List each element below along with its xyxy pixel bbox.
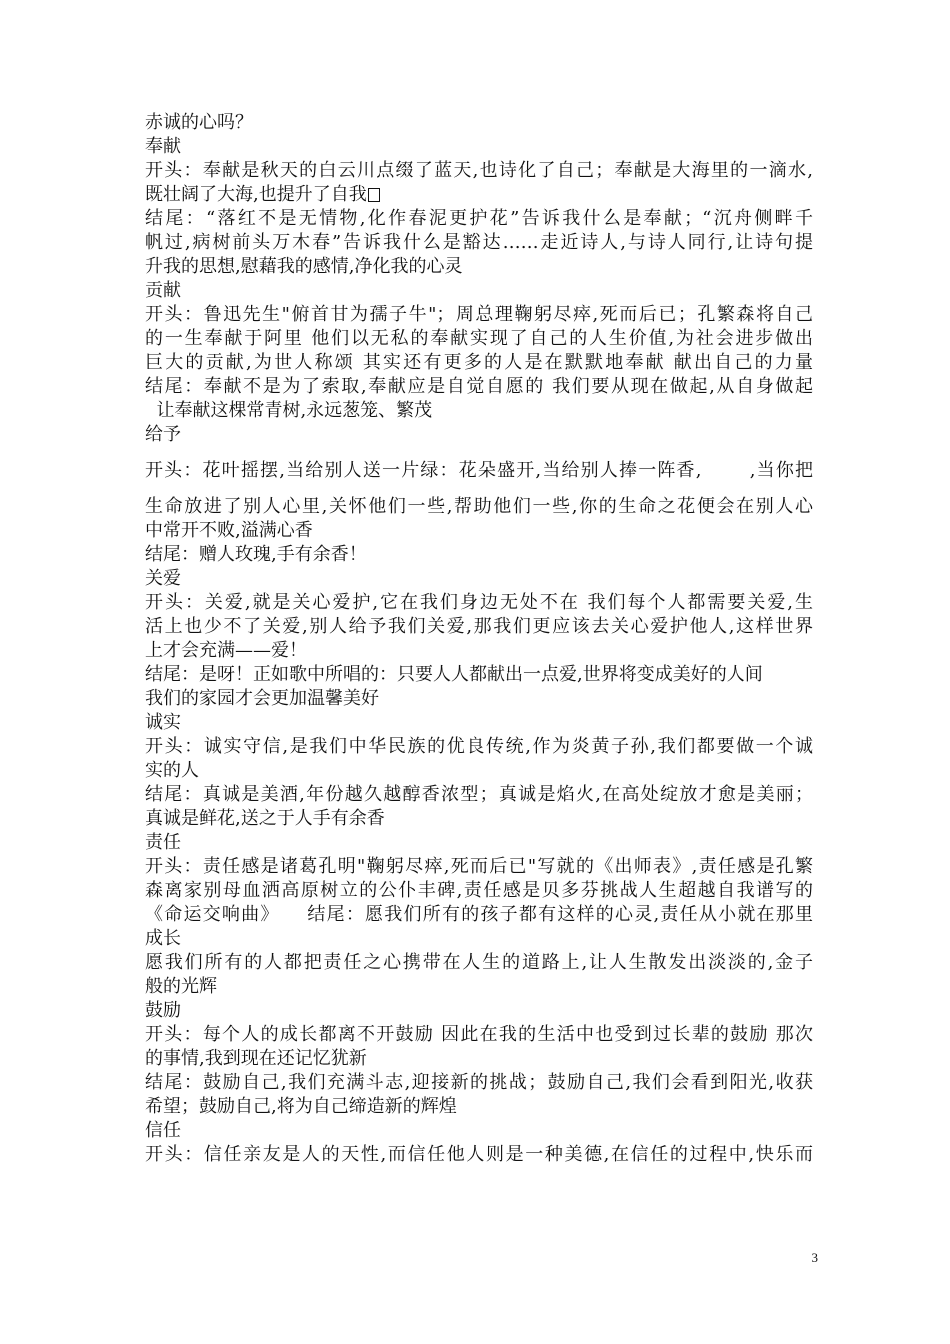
text-line: 希望；鼓励自己,将为自己缔造新的辉煌 xyxy=(145,1096,457,1117)
section-heading: 鼓励 xyxy=(145,1000,181,1021)
text-line: 赤诚的心吗？ xyxy=(145,112,253,133)
text-line: 开头：每个人的成长都离不开鼓励 因此在我的生活中也受到过长辈的鼓励 那次 xyxy=(145,1024,813,1045)
text-line: 结尾：奉献不是为了索取,奉献应是自觉自愿的 我们要从现在做起,从自身做起 xyxy=(145,376,813,397)
text-line: 帆过,病树前头万木春”告诉我什么是豁达……走近诗人,与诗人同行,让诗句提 xyxy=(145,232,813,253)
text-line: 结尾：是呀！正如歌中所唱的：只要人人都献出一点爱,世界将变成美好的人间 xyxy=(145,664,763,685)
text-line: 开头：诚实守信,是我们中华民族的优良传统,作为炎黄子孙,我们都要做一个诚 xyxy=(145,736,813,757)
text-line: 实的人 xyxy=(145,760,199,781)
text-line: 开头：鲁迅先生"俯首甘为孺子牛"；周总理鞠躬尽瘁,死而后已；孔繁森将自己 xyxy=(145,304,813,325)
text-line: 结尾：真诚是美酒,年份越久越醇香浓型；真诚是焰火,在高处绽放才愈是美丽； xyxy=(145,784,813,805)
text-line: 开头：花叶摇摆,当给别人送一片绿：花朵盛开,当给别人捧一阵香, ,当你把 xyxy=(145,460,813,481)
document-body xyxy=(145,111,813,1167)
text-line: 让奉献这棵常青树,永远葱笼、繁茂 xyxy=(145,400,433,421)
section-heading: 信任 xyxy=(145,1120,181,1141)
text-line: 般的光辉 xyxy=(145,976,217,997)
text-line: 愿我们所有的人都把责任之心携带在人生的道路上,让人生散发出淡淡的,金子 xyxy=(145,952,813,973)
text-line: 开头：信任亲友是人的天性,而信任他人则是一种美德,在信任的过程中,快乐而 xyxy=(145,1144,813,1165)
text-line: 活上也少不了关爱,别人给予我们关爱,那我们更应该去关心爱护他人,这样世界 xyxy=(145,616,813,637)
section-heading: 贡献 xyxy=(145,280,181,301)
text-line: 开头：关爱,就是关心爱护,它在我们身边无处不在 我们每个人都需要关爱,生 xyxy=(145,592,813,613)
text-line: 上才会充满——爱！ xyxy=(145,640,307,661)
section-heading: 奉献 xyxy=(145,136,181,157)
text-line: 巨大的贡献,为世人称颂 其实还有更多的人是在默默地奉献 献出自己的力量 xyxy=(145,352,813,373)
text-line: 结尾：“落红不是无情物,化作春泥更护花”告诉我什么是奉献；“沉舟侧畔千 xyxy=(145,208,813,229)
text-line: 森离家别母血洒高原树立的公仆丰碑,责任感是贝多芬挑战人生超越自我谱写的 xyxy=(145,880,813,901)
text-line: 结尾：赠人玫瑰,手有余香！ xyxy=(145,544,367,565)
text-line: 升我的思想,慰藉我的感情,净化我的心灵 xyxy=(145,256,463,277)
text-line: 的事情,我到现在还记忆犹新 xyxy=(145,1048,367,1069)
text-line: 我们的家园才会更加温馨美好 xyxy=(145,688,379,709)
text-line: 生命放进了别人心里,关怀他们一些,帮助他们一些,你的生命之花便会在别人心 xyxy=(145,496,813,517)
text-line: 中常开不败,溢满心香 xyxy=(145,520,313,541)
text-line: 真诚是鲜花,送之于人手有余香 xyxy=(145,808,385,829)
page-number: 3 xyxy=(811,1250,818,1265)
missing-glyph-box xyxy=(368,188,380,202)
text-line: 结尾：鼓励自己,我们充满斗志,迎接新的挑战；鼓励自己,我们会看到阳光,收获 xyxy=(145,1072,813,1093)
section-heading: 诚实 xyxy=(145,712,181,733)
section-heading: 关爱 xyxy=(145,568,181,589)
text-line: 成长 xyxy=(145,928,181,949)
text-line: 《命运交响曲》 结尾：愿我们所有的孩子都有这样的心灵,责任从小就在那里 xyxy=(145,904,813,925)
section-heading: 给予 xyxy=(145,424,181,445)
text-line: 既壮阔了大海,也提升了自我 xyxy=(145,183,813,207)
text-line: 开头：责任感是诸葛孔明"鞠躬尽瘁,死而后已"写就的《出师表》,责任感是孔繁 xyxy=(145,856,813,877)
section-heading: 责任 xyxy=(145,832,181,853)
text-line: 的一生奉献于阿里 他们以无私的奉献实现了自己的人生价值,为社会进步做出 xyxy=(145,328,813,349)
text-line: 开头：奉献是秋天的白云川点缀了蓝天,也诗化了自己；奉献是大海里的一滴水, xyxy=(145,160,813,181)
